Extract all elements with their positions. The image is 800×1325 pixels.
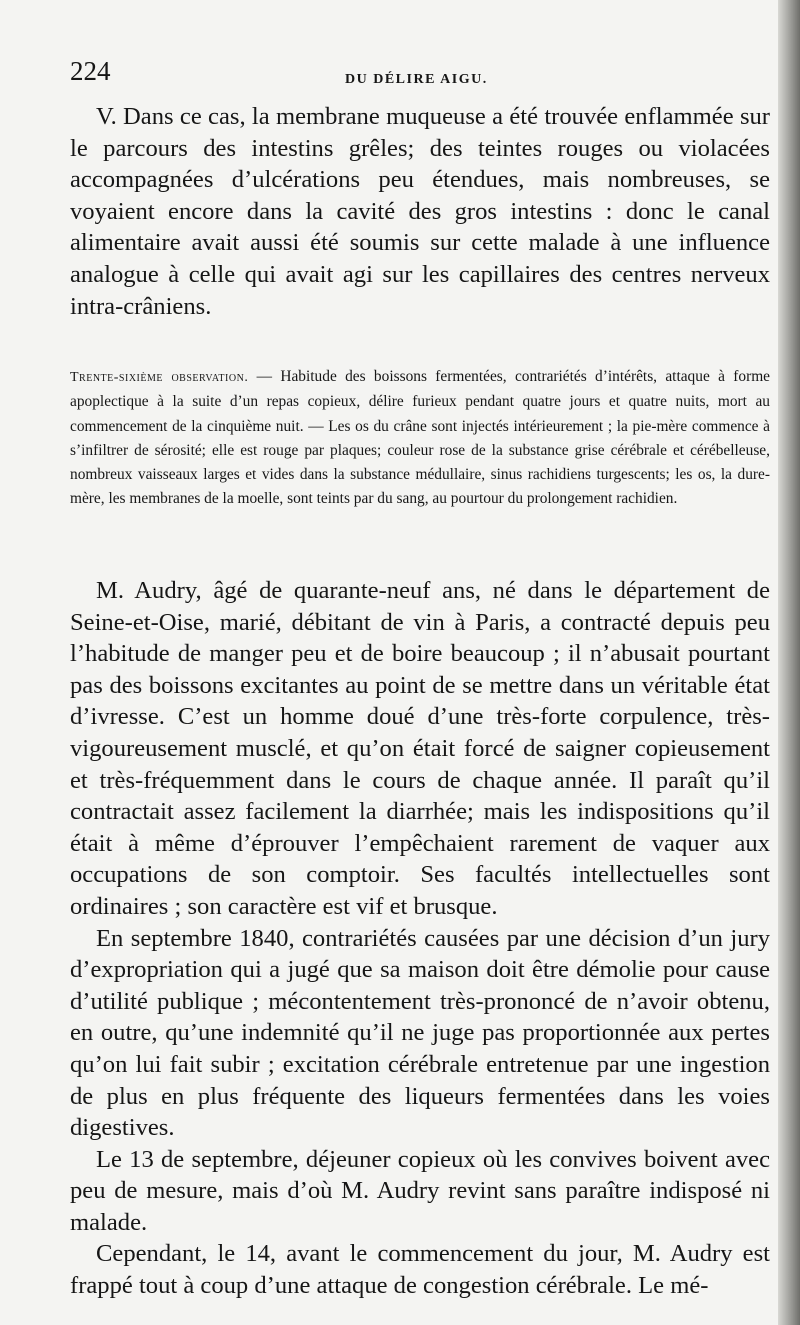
observation-title: Trente-sixième observation. — [70, 370, 249, 385]
paragraph-v: V. Dans ce cas, la membrane muqueuse a été trouvée enflammée sur le parcours des intestins grêles; des teintes rouges ou violacées accompagnées d’ulcérations peu étendues, mais nombreuses, se voyaient encore dans la cavité des gros intestins : donc le canal alimentaire avait aussi été soumis sur cette malade à une influence analogue à celle qui avait agi sur les capillaires des centres nerveux intra-crâniens. — [70, 103, 770, 320]
observation-paragraph — [70, 365, 770, 512]
paragraph-september-1840: En septembre 1840, contrariétés causées par une décision d’un jury d’expropriation qui a jugé que sa maison doit être démolie pour cause d’utilité publique ; mécontentement très-prononcé de n’avoir obtenu, en outre, qu’une indemnité qu’il ne juge pas proportionnée aux pertes qu’on lui fait subir ; excitation cérébrale entretenue par une ingestion de plus en plus fréquente des liqueurs fermentées dans les voies digestives. — [70, 924, 770, 1142]
page-header — [70, 56, 770, 96]
paragraph-14-september: Cependant, le 14, avant le commencement du jour, M. Audry est frappé tout à coup d’une attaque de congestion cérébrale. Le mé- — [70, 1240, 770, 1300]
paragraph-v-block — [70, 101, 770, 322]
observation-text: — Habitude des boissons fermentées, contrariétés d’intérêts, attaque à forme apoplectique à la suite d’un repas copieux, délire furieux pendant quatre jours et quatre nuits, mort au commencement de la cinquième nuit. — Les os du crâne sont injectés intérieurement ; la pie-mère commence à s’infiltrer de sérosité; elle est rouge par plaques; couleur rose de la substance grise cérébrale et cérébelleuse, nombreux vaisseaux larges et vides dans la substance médullaire, sinus rachidiens turgescents; les os, la dure-mère, les membranes de la moelle, sont teints par du sang, au pourtour du prolongement rachidien. — [70, 368, 771, 508]
page-number: 224 — [70, 56, 111, 86]
running-title: DU DÉLIRE AIGU. — [345, 72, 488, 87]
paragraph-audry-profile: M. Audry, âgé de quarante-neuf ans, né dans le département de Seine-et-Oise, marié, débitant de vin à Paris, a contracté depuis peu l’habitude de manger peu et de boire beaucoup ; il n’abusait pourtant pas des boissons excitantes au point de se mettre dans un véritable état d’ivresse. C’est un homme doué d’une très-forte corpulence, très-vigoureusement musclé, et qu’on était forcé de saigner copieusement et très-fréquemment dans le cours de chaque année. Il paraît qu’il contractait assez facilement la diarrhée; mais les indispositions qu’il était à même d’éprouver l’empêchaient rarement de vaquer aux occupations de son comptoir. Ses facultés intellectuelles sont ordinaires ; son caractère est vif et brusque. — [70, 577, 770, 920]
case-narrative — [70, 575, 770, 1302]
paragraph-13-september: Le 13 de septembre, déjeuner copieux où les convives boivent avec peu de mesure, mais d’où M. Audry revint sans paraître indisposé ni malade. — [70, 1145, 770, 1236]
book-gutter-shadow — [778, 0, 800, 1325]
observation-summary — [70, 365, 770, 512]
